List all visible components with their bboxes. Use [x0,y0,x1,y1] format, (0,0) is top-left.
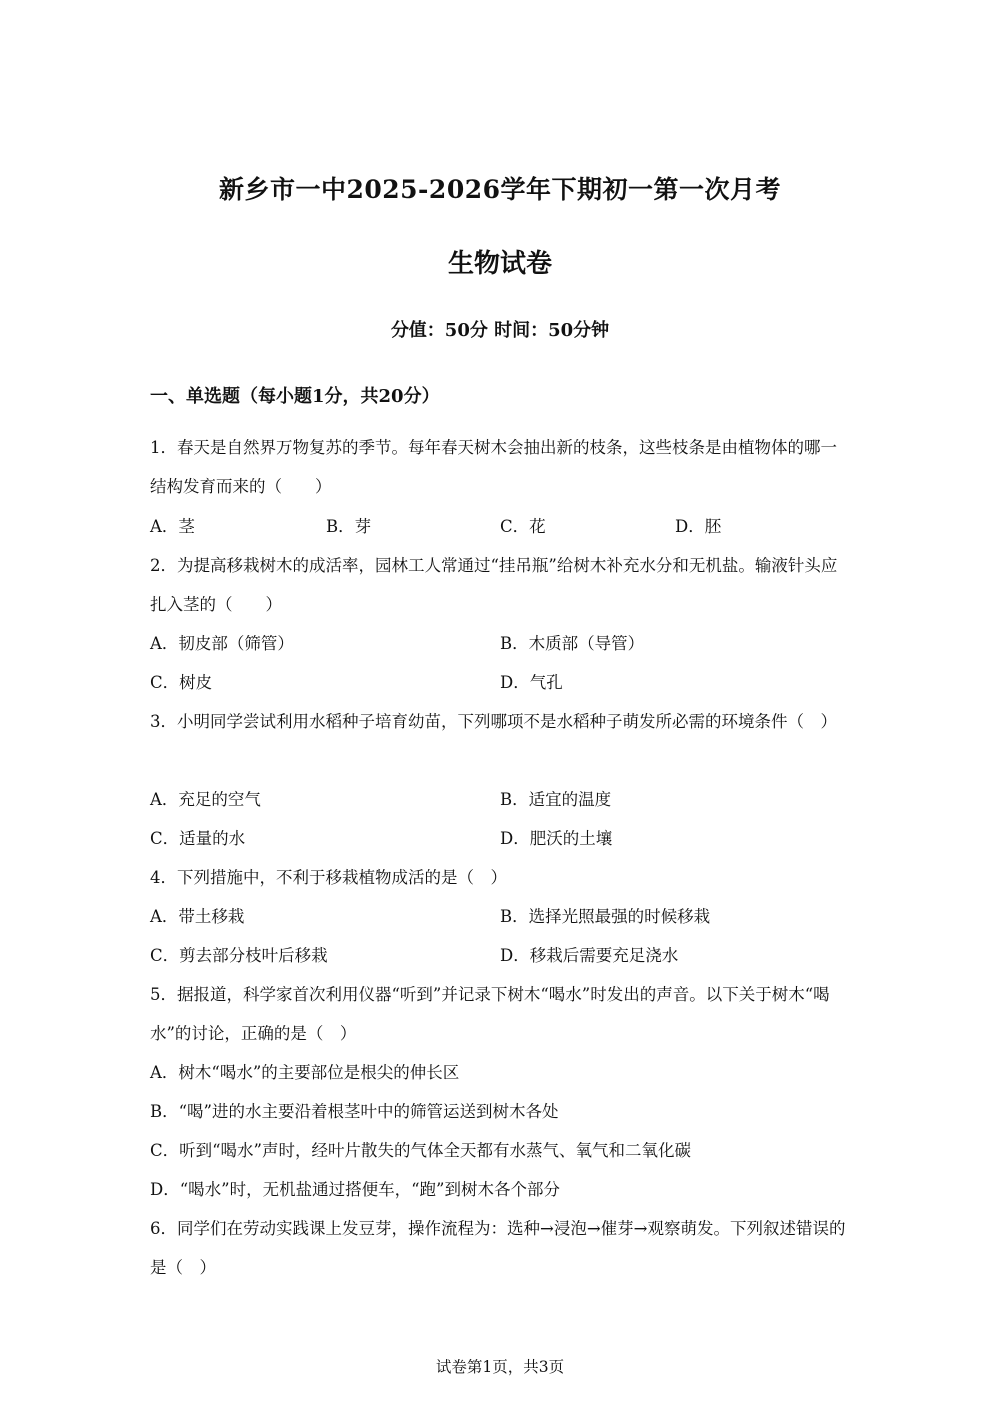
question-3-options-row1 [150,780,850,819]
exam-subject: 生物试卷 [447,249,552,279]
option-b: B．选择光照最强的时候移栽 [500,907,711,926]
section-heading: 一、单选题（每小题1分，共20分） [150,386,440,407]
option-b: B．芽 [326,517,372,536]
option-b: B．“喝”进的水主要沿着根茎叶中的筛管运送到树木各处 [150,1102,559,1121]
page-footer: 试卷第1页，共3页 [435,1358,565,1376]
question-4-options-row2 [150,936,850,975]
exam-title: 新乡市一中2025-2026学年下期初一第一次月考 [218,175,782,204]
option-a: A．树木“喝水”的主要部位是根尖的伸长区 [150,1063,460,1082]
option-d: D．胚 [675,517,722,536]
question-3-options-row2 [150,819,850,858]
option-a: A．韧皮部（筛管） [150,634,294,653]
option-a: A．带土移栽 [150,907,245,926]
question-5-option-c-row [150,1131,850,1170]
option-c: C．剪去部分枝叶后移栽 [150,946,328,965]
option-a: A．茎 [150,517,195,536]
option-d: D．肥沃的土壤 [500,829,613,848]
option-d: D．“喝水”时，无机盐通过搭便车，“跑”到树木各个部分 [150,1180,560,1199]
question-1-stem: 1．春天是自然界万物复苏的季节。每年春天树木会抽出新的枝条，这些枝条是由植物体的哪一结构发育而来的（ ） [150,438,837,496]
question-5-option-b-row [150,1092,850,1131]
option-d: D．气孔 [500,673,563,692]
option-b: B．适宜的温度 [500,790,612,809]
question-5-option-d-row [150,1170,850,1209]
question-5-option-a-row [150,1053,850,1092]
question-1-options [150,507,850,546]
option-c: C．花 [500,517,546,536]
question-3-stem: 3．小明同学尝试利用水稻种子培育幼苗，下列哪项不是水稻种子萌发所必需的环境条件（ ） [150,712,837,731]
exam-meta: 分值：50分 时间：50分钟 [390,320,610,341]
question-4-options-row1 [150,897,850,936]
question-2-stem: 2．为提高移栽树木的成活率，园林工人常通过“挂吊瓶”给树木补充水分和无机盐。输液针头应扎入茎的（ ） [150,556,838,614]
option-d: D．移栽后需要充足浇水 [500,946,679,965]
question-6-stem: 6．同学们在劳动实践课上发豆芽，操作流程为：选种→浸泡→催芽→观察萌发。下列叙述错误的是（ ） [150,1219,846,1277]
option-c: C．适量的水 [150,829,246,848]
question-2-options-row2 [150,663,850,702]
question-5-stem: 5．据报道，科学家首次利用仪器“听到”并记录下树木“喝水”时发出的声音。以下关于树木“喝水”的讨论，正确的是（ ） [150,985,830,1043]
option-c: C．听到“喝水”声时，经叶片散失的气体全天都有水蒸气、氧气和二氧化碳 [150,1141,691,1160]
option-c: C．树皮 [150,673,213,692]
question-2-options-row1 [150,624,850,663]
option-a: A．充足的空气 [150,790,261,809]
option-b: B．木质部（导管） [500,634,645,653]
question-4-stem: 4．下列措施中，不利于移栽植物成活的是（ ） [150,868,507,887]
